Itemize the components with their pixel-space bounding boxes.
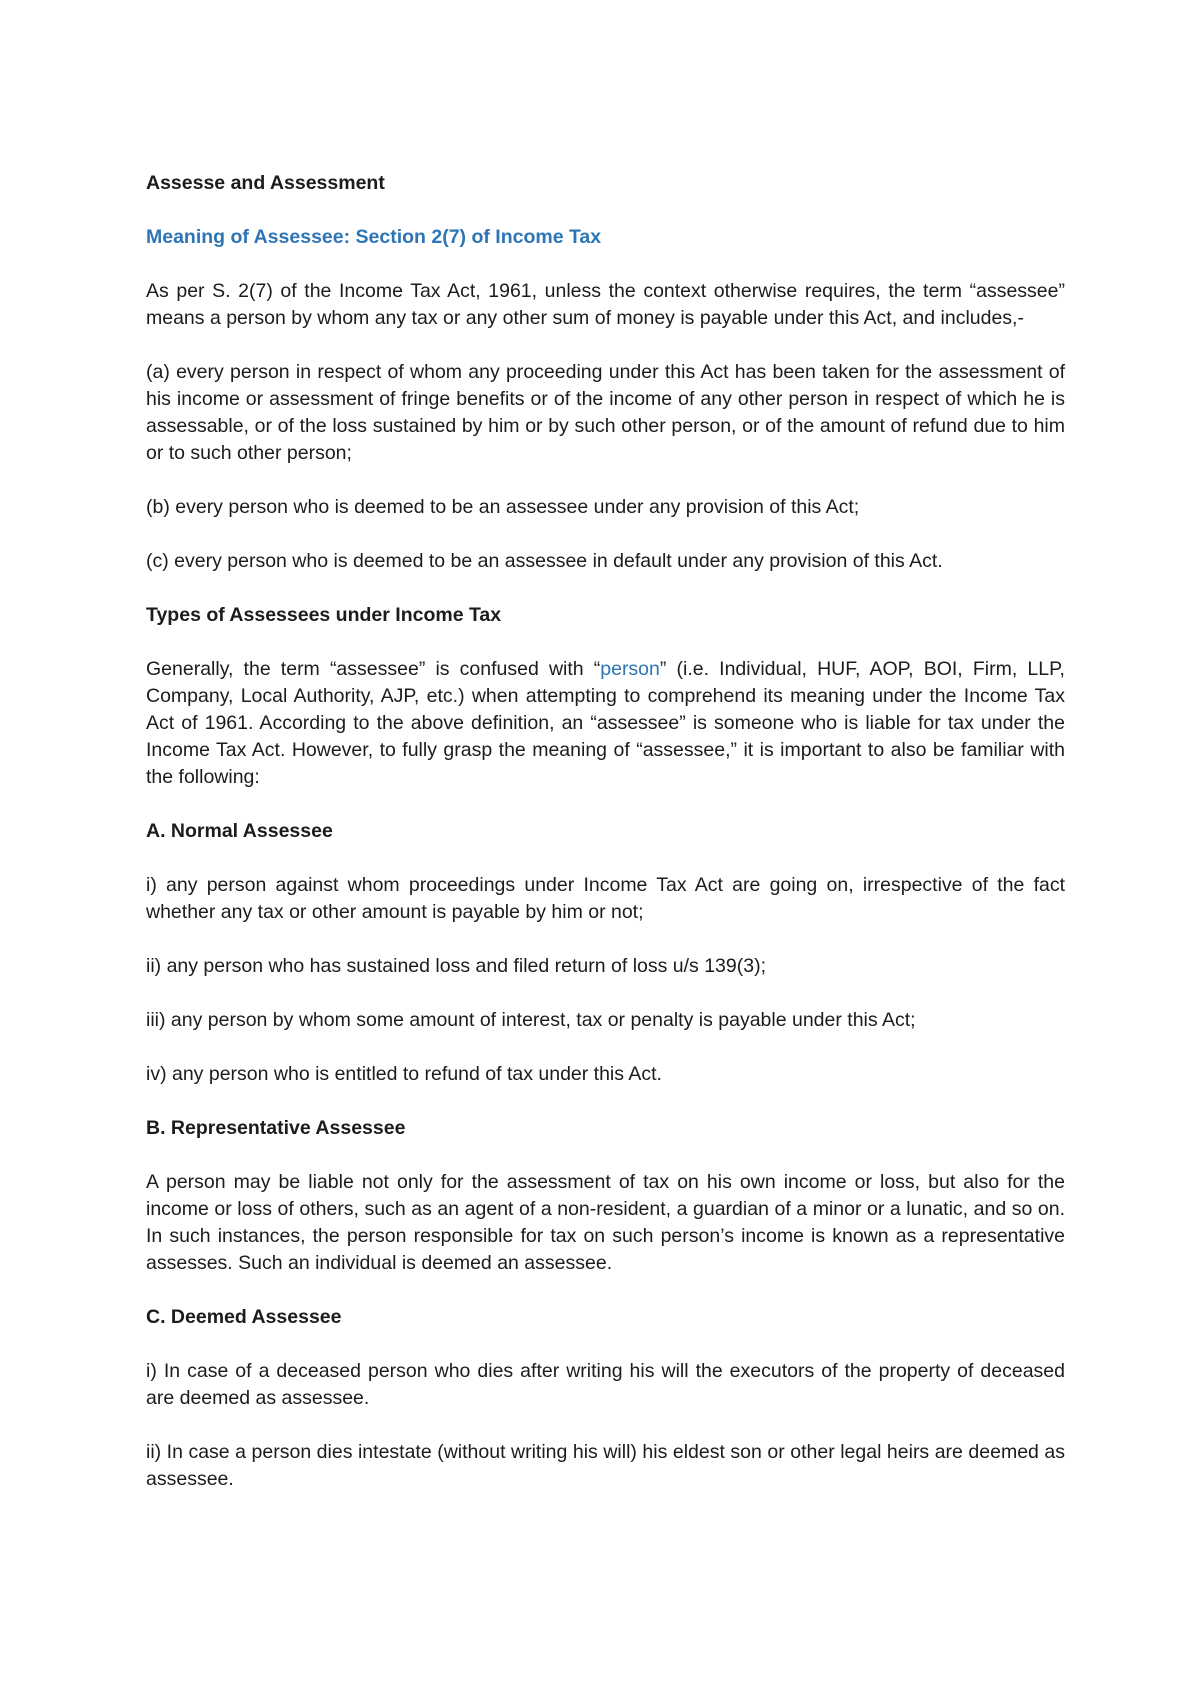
clause-c: (c) every person who is deemed to be an assessee in default under any provision of this Act. [146,550,943,572]
clause-a: (a) every person in respect of whom any proceeding under this Act has been taken for the assessment of his income or assessment of fringe benefits or of the income of any other person in respect of which he is assessable, or of the loss sustained by him or by such other person, or of the amount of refund due to him or to such other person; [146,361,1065,464]
subheading-normal-assessee: A. Normal Assessee [146,820,333,842]
normal-item: ii) any person who has sustained loss and filed return of loss u/s 139(3); [146,955,767,977]
person-link[interactable]: person [600,658,660,680]
subheading-representative-assessee: B. Representative Assessee [146,1117,406,1139]
normal-item: i) any person against whom proceedings under Income Tax Act are going on, irrespective of the fact whether any tax or other amount is payable by him or not; [146,874,1065,923]
normal-item: iii) any person by whom some amount of interest, tax or penalty is payable under this Act; [146,1009,916,1031]
types-text-after: ” (i.e. Individual, HUF, AOP, BOI, Firm, LLP, Company, Local Authority, AJP, etc.) when attempting to comprehend its meaning under the Income Tax Act of 1961. According to the above definition, an “assessee” is someone who is liable for tax under the Income Tax Act. However, to fully grasp the meaning of “assessee,” it is important to also be familiar with the following: [146,658,1065,788]
section-heading-meaning: Meaning of Assessee: Section 2(7) of Income Tax [146,226,602,248]
paragraph-representative: A person may be liable not only for the assessment of tax on his own income or loss, but also for the income or loss of others, such as an agent of a non-resident, a guardian of a minor or a lunatic, and so on. In such instances, the person responsible for tax on such person’s income is known as a representative assesses. Such an individual is deemed an assessee. [146,1171,1065,1274]
paragraph-intro: As per S. 2(7) of the Income Tax Act, 1961, unless the context otherwise requires, the term “assessee” means a person by whom any tax or any other sum of money is payable under this Act, and includes,- [146,280,1065,329]
clause-b: (b) every person who is deemed to be an assessee under any provision of this Act; [146,496,860,518]
subheading-deemed-assessee: C. Deemed Assessee [146,1306,342,1328]
normal-item: iv) any person who is entitled to refund of tax under this Act. [146,1063,662,1085]
types-text-before: Generally, the term “assessee” is confused with “ [146,658,601,680]
deemed-item: i) In case of a deceased person who dies after writing his will the executors of the property of deceased are deemed as assessee. [146,1360,1065,1409]
paragraph-types [146,656,1065,791]
document-title: Assesse and Assessment [146,172,385,194]
section-heading-types: Types of Assessees under Income Tax [146,604,502,626]
deemed-item: ii) In case a person dies intestate (without writing his will) his eldest son or other legal heirs are deemed as assessee. [146,1441,1065,1490]
